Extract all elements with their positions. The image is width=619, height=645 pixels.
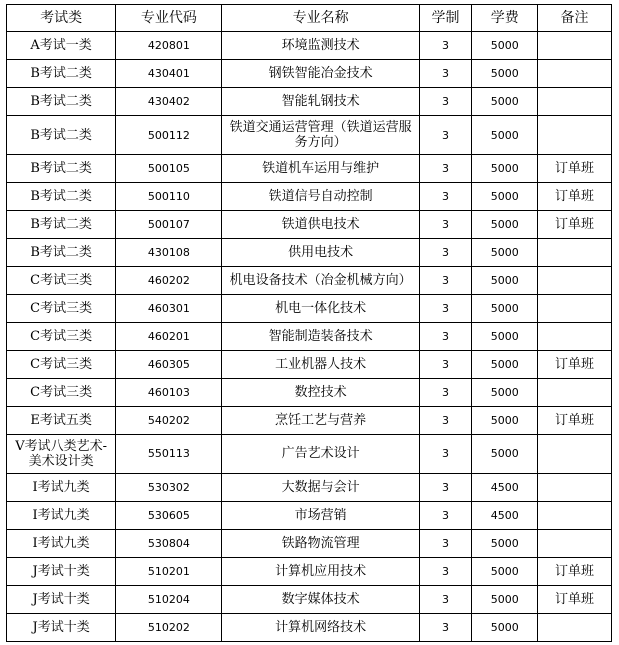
cell-code: 430402 — [116, 87, 222, 115]
cell-years: 3 — [419, 115, 472, 154]
cell-years: 3 — [419, 294, 472, 322]
cell-name: 铁道机车运用与维护 — [222, 155, 419, 183]
cell-years: 3 — [419, 557, 472, 585]
table-row — [7, 183, 612, 211]
cell-years: 3 — [419, 613, 472, 641]
cell-code: 460305 — [116, 350, 222, 378]
table-row — [7, 434, 612, 473]
cell-years: 3 — [419, 434, 472, 473]
cell-category: C考试三类 — [7, 350, 116, 378]
cell-note: 订单班 — [538, 183, 612, 211]
cell-fee: 4500 — [472, 474, 538, 502]
table-row — [7, 59, 612, 87]
cell-note — [538, 239, 612, 267]
cell-category: B考试二类 — [7, 115, 116, 154]
cell-years: 3 — [419, 211, 472, 239]
cell-name: 数字媒体技术 — [222, 585, 419, 613]
cell-fee: 5000 — [472, 322, 538, 350]
cell-category: I考试九类 — [7, 474, 116, 502]
cell-fee: 5000 — [472, 350, 538, 378]
cell-years: 3 — [419, 474, 472, 502]
table-row — [7, 87, 612, 115]
cell-category: B考试二类 — [7, 239, 116, 267]
cell-note: 订单班 — [538, 406, 612, 434]
table-row — [7, 322, 612, 350]
table-header — [7, 5, 612, 32]
cell-years: 3 — [419, 32, 472, 60]
cell-category: A考试一类 — [7, 32, 116, 60]
header-category: 考试类 — [7, 5, 116, 32]
cell-fee: 5000 — [472, 211, 538, 239]
cell-name: 市场营销 — [222, 502, 419, 530]
table-row — [7, 155, 612, 183]
cell-name: 铁路物流管理 — [222, 529, 419, 557]
cell-years: 3 — [419, 406, 472, 434]
cell-fee: 5000 — [472, 378, 538, 406]
cell-name: 铁道信号自动控制 — [222, 183, 419, 211]
header-years: 学制 — [419, 5, 472, 32]
table-row — [7, 585, 612, 613]
cell-note — [538, 32, 612, 60]
cell-code: 530302 — [116, 474, 222, 502]
cell-code: 460201 — [116, 322, 222, 350]
cell-category: B考试二类 — [7, 155, 116, 183]
cell-name: 环境监测技术 — [222, 32, 419, 60]
cell-name: 铁道交通运营管理（铁道运营服务方向） — [222, 115, 419, 154]
cell-years: 3 — [419, 350, 472, 378]
cell-fee: 5000 — [472, 294, 538, 322]
cell-fee: 5000 — [472, 267, 538, 295]
cell-fee: 5000 — [472, 59, 538, 87]
table-row — [7, 294, 612, 322]
table-row — [7, 267, 612, 295]
cell-fee: 5000 — [472, 406, 538, 434]
cell-note — [538, 322, 612, 350]
cell-name: 智能轧钢技术 — [222, 87, 419, 115]
table-row — [7, 350, 612, 378]
cell-years: 3 — [419, 502, 472, 530]
table-body — [7, 32, 612, 642]
cell-name: 计算机网络技术 — [222, 613, 419, 641]
cell-fee: 5000 — [472, 183, 538, 211]
cell-category: E考试五类 — [7, 406, 116, 434]
cell-name: 大数据与会计 — [222, 474, 419, 502]
cell-note: 订单班 — [538, 211, 612, 239]
table-row — [7, 474, 612, 502]
cell-note — [538, 529, 612, 557]
cell-years: 3 — [419, 585, 472, 613]
header-fee: 学费 — [472, 5, 538, 32]
cell-fee: 5000 — [472, 87, 538, 115]
cell-code: 530804 — [116, 529, 222, 557]
cell-category: J考试十类 — [7, 585, 116, 613]
header-code: 专业代码 — [116, 5, 222, 32]
cell-note — [538, 474, 612, 502]
cell-code: 460202 — [116, 267, 222, 295]
cell-years: 3 — [419, 239, 472, 267]
cell-name: 数控技术 — [222, 378, 419, 406]
table-row — [7, 211, 612, 239]
table-row — [7, 529, 612, 557]
cell-category: B考试二类 — [7, 59, 116, 87]
cell-name: 铁道供电技术 — [222, 211, 419, 239]
cell-note — [538, 434, 612, 473]
cell-name: 广告艺术设计 — [222, 434, 419, 473]
header-note: 备注 — [538, 5, 612, 32]
cell-fee: 5000 — [472, 585, 538, 613]
cell-note — [538, 502, 612, 530]
cell-code: 510204 — [116, 585, 222, 613]
cell-years: 3 — [419, 322, 472, 350]
cell-category: C考试三类 — [7, 322, 116, 350]
cell-note — [538, 87, 612, 115]
cell-fee: 5000 — [472, 613, 538, 641]
cell-note: 订单班 — [538, 557, 612, 585]
cell-code: 500112 — [116, 115, 222, 154]
cell-note — [538, 613, 612, 641]
cell-years: 3 — [419, 87, 472, 115]
table-row — [7, 613, 612, 641]
cell-name: 烹饪工艺与营养 — [222, 406, 419, 434]
cell-fee: 5000 — [472, 115, 538, 154]
cell-code: 500107 — [116, 211, 222, 239]
program-table — [6, 4, 612, 642]
cell-fee: 5000 — [472, 32, 538, 60]
cell-note: 订单班 — [538, 585, 612, 613]
cell-fee: 5000 — [472, 239, 538, 267]
cell-note — [538, 294, 612, 322]
cell-years: 3 — [419, 183, 472, 211]
cell-name: 机电一体化技术 — [222, 294, 419, 322]
cell-fee: 5000 — [472, 529, 538, 557]
table-row — [7, 239, 612, 267]
table-row — [7, 502, 612, 530]
cell-fee: 5000 — [472, 155, 538, 183]
cell-note: 订单班 — [538, 350, 612, 378]
cell-name: 机电设备技术（冶金机械方向） — [222, 267, 419, 295]
cell-category: C考试三类 — [7, 267, 116, 295]
cell-fee: 4500 — [472, 502, 538, 530]
cell-category: C考试三类 — [7, 378, 116, 406]
cell-category: I考试九类 — [7, 502, 116, 530]
cell-category: C考试三类 — [7, 294, 116, 322]
cell-years: 3 — [419, 378, 472, 406]
cell-code: 460301 — [116, 294, 222, 322]
cell-category: J考试十类 — [7, 613, 116, 641]
cell-name: 智能制造装备技术 — [222, 322, 419, 350]
cell-code: 430401 — [116, 59, 222, 87]
header-row — [7, 5, 612, 32]
cell-note — [538, 267, 612, 295]
cell-note — [538, 115, 612, 154]
cell-category: B考试二类 — [7, 183, 116, 211]
cell-note: 订单班 — [538, 155, 612, 183]
cell-code: 540202 — [116, 406, 222, 434]
cell-code: 460103 — [116, 378, 222, 406]
table-row — [7, 557, 612, 585]
cell-years: 3 — [419, 59, 472, 87]
cell-fee: 5000 — [472, 557, 538, 585]
cell-name: 计算机应用技术 — [222, 557, 419, 585]
header-name: 专业名称 — [222, 5, 419, 32]
cell-years: 3 — [419, 529, 472, 557]
cell-name: 供用电技术 — [222, 239, 419, 267]
cell-category: B考试二类 — [7, 211, 116, 239]
cell-category: I考试九类 — [7, 529, 116, 557]
cell-code: 430108 — [116, 239, 222, 267]
cell-fee: 5000 — [472, 434, 538, 473]
table-row — [7, 32, 612, 60]
table-row — [7, 115, 612, 154]
cell-years: 3 — [419, 155, 472, 183]
cell-note — [538, 378, 612, 406]
cell-years: 3 — [419, 267, 472, 295]
table-row — [7, 378, 612, 406]
cell-category: B考试二类 — [7, 87, 116, 115]
cell-category: J考试十类 — [7, 557, 116, 585]
cell-category: V考试八类艺术-美术设计类 — [7, 434, 116, 473]
cell-code: 530605 — [116, 502, 222, 530]
table-row — [7, 406, 612, 434]
cell-note — [538, 59, 612, 87]
cell-code: 500110 — [116, 183, 222, 211]
cell-name: 钢铁智能冶金技术 — [222, 59, 419, 87]
cell-code: 420801 — [116, 32, 222, 60]
cell-code: 510201 — [116, 557, 222, 585]
cell-code: 550113 — [116, 434, 222, 473]
cell-code: 510202 — [116, 613, 222, 641]
cell-name: 工业机器人技术 — [222, 350, 419, 378]
cell-code: 500105 — [116, 155, 222, 183]
